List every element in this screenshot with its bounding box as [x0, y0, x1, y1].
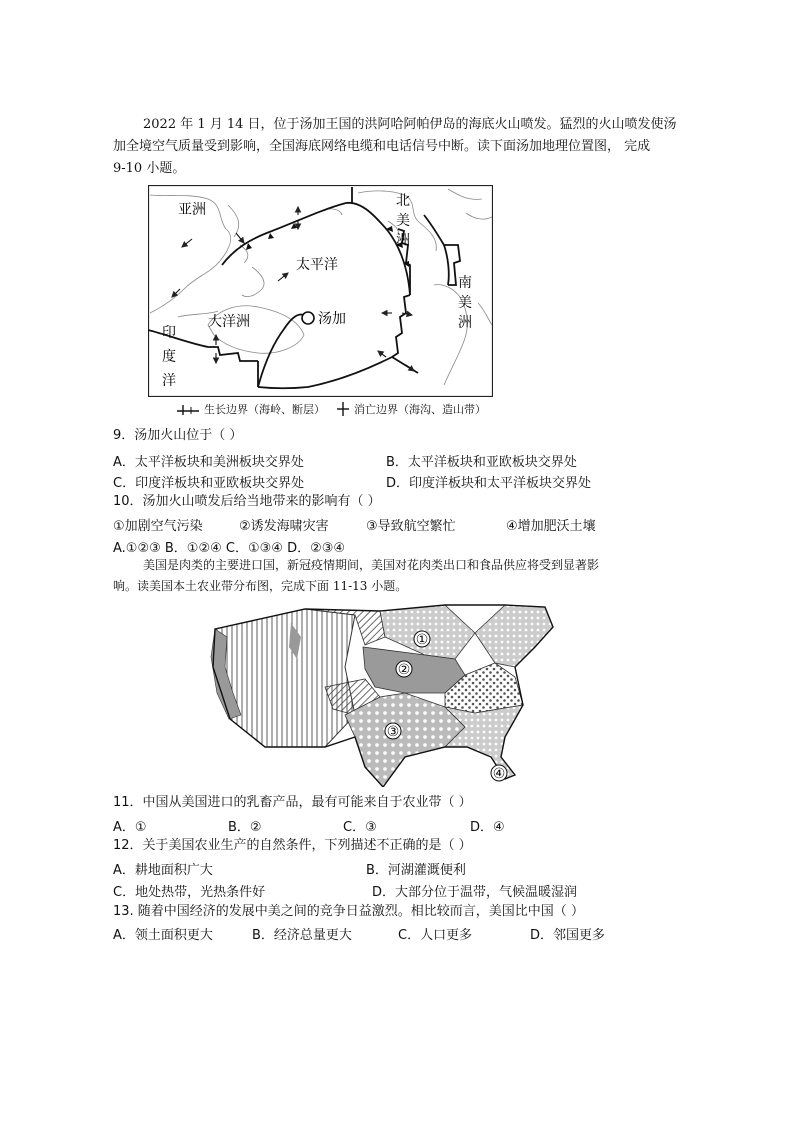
map2-marker-1: ① [415, 632, 429, 648]
q11-option-a[interactable]: A．① [113, 820, 147, 835]
q11-option-c[interactable]: C．③ [343, 820, 377, 835]
map2-marker-4: ④ [492, 766, 506, 782]
q9-option-d[interactable]: D．印度洋板块和太平洋板块交界处 [386, 476, 592, 491]
q11-option-b[interactable]: B．② [228, 820, 262, 835]
subduction-boundary-symbol [335, 401, 351, 417]
map1-label-pacific: 太平洋 [296, 257, 338, 273]
intro1-line1: 2022 年 1 月 14 日，位于汤加王国的洪阿哈阿帕伊岛的海底火山喷发。猛烈的火山喷发使汤 [143, 117, 677, 132]
legend-subduction-label: 消亡边界（海沟、造山带） [354, 403, 486, 416]
q13-option-c[interactable]: C．人口更多 [398, 928, 473, 943]
map1-label-sa-1: 南 [458, 275, 472, 291]
q13-option-a[interactable]: A．领土面积更大 [113, 928, 213, 943]
q10-item-4: ④增加肥沃土壤 [506, 519, 596, 534]
q10-item-1: ①加剧空气污染 [113, 519, 203, 534]
q9-option-c[interactable]: C．印度洋板块和亚欧板块交界处 [113, 476, 305, 491]
us-agriculture-map [205, 597, 557, 787]
q13-option-d[interactable]: D．邻国更多 [530, 928, 606, 943]
map1-label-sa-2: 美 [458, 295, 472, 311]
intro1-line3: 9-10 小题。 [113, 161, 186, 176]
map1-label-na-1: 北 [396, 193, 410, 209]
tonga-plate-map [148, 185, 493, 397]
q10-item-3: ③导致航空繁忙 [366, 519, 456, 534]
q12-option-b[interactable]: B．河湖灌溉便利 [366, 863, 466, 878]
q12-option-c[interactable]: C．地处热带，光热条件好 [113, 885, 266, 900]
q10-options[interactable]: A.①②③ B．①②④ C．①③④ D．②③④ [113, 541, 346, 556]
q11-stem: 11．中国从美国进口的乳畜产品，最有可能来自于农业带（ ） [113, 795, 472, 810]
legend-growth-label: 生长边界（海岭、断层） [204, 403, 325, 416]
q13-option-b[interactable]: B．经济总量更大 [252, 928, 352, 943]
map1-label-sa-3: 洲 [458, 315, 472, 331]
q13-stem: 13. 随着中国经济的发展中美之间的竞争日益激烈。相比较而言，美国比中国（ ） [113, 904, 584, 919]
map1-label-na-3: 洲 [396, 233, 410, 249]
growth-boundary-symbol [175, 402, 201, 416]
q12-option-d[interactable]: D．大部分位于温带，气候温暖湿润 [372, 885, 578, 900]
intro1-line2: 加全境空气质量受到影响，全国海底网络电缆和电话信号中断。读下面汤加地理位置图， 完成 [113, 139, 651, 154]
map1-label-io-3: 洋 [162, 373, 176, 389]
q12-stem: 12．关于美国农业生产的自然条件，下列描述不正确的是（ ） [113, 838, 472, 853]
q12-option-a[interactable]: A．耕地面积广大 [113, 863, 213, 878]
q10-item-2: ②诱发海啸灾害 [239, 519, 329, 534]
map1-label-io-2: 度 [162, 349, 176, 365]
map1-label-tonga: 汤加 [318, 311, 346, 327]
intro2-line1: 美国是肉类的主要进口国，新冠疫情期间，美国对花肉类出口和食品供应将受到显著影 [143, 558, 600, 572]
q9-option-b[interactable]: B．太平洋板块和亚欧板块交界处 [386, 455, 577, 470]
map2-marker-3: ③ [386, 724, 400, 740]
q10-stem: 10．汤加火山喷发后给当地带来的影响有（ ） [113, 494, 381, 509]
map1-label-oceania: 大洋洲 [208, 314, 250, 330]
map1-label-asia: 亚洲 [178, 202, 206, 218]
map2-marker-2: ② [397, 662, 411, 678]
map1-legend [175, 400, 486, 418]
map1-label-io-1: 印 [162, 325, 176, 341]
q9-stem: 9．汤加火山位于（ ） [113, 428, 243, 443]
map1-label-na-2: 美 [396, 213, 410, 229]
intro2-line2: 响。读美国本土农业带分布图，完成下面 11-13 小题。 [113, 579, 408, 593]
q9-option-a[interactable]: A．太平洋板块和美洲板块交界处 [113, 455, 304, 470]
q11-option-d[interactable]: D．④ [470, 820, 505, 835]
